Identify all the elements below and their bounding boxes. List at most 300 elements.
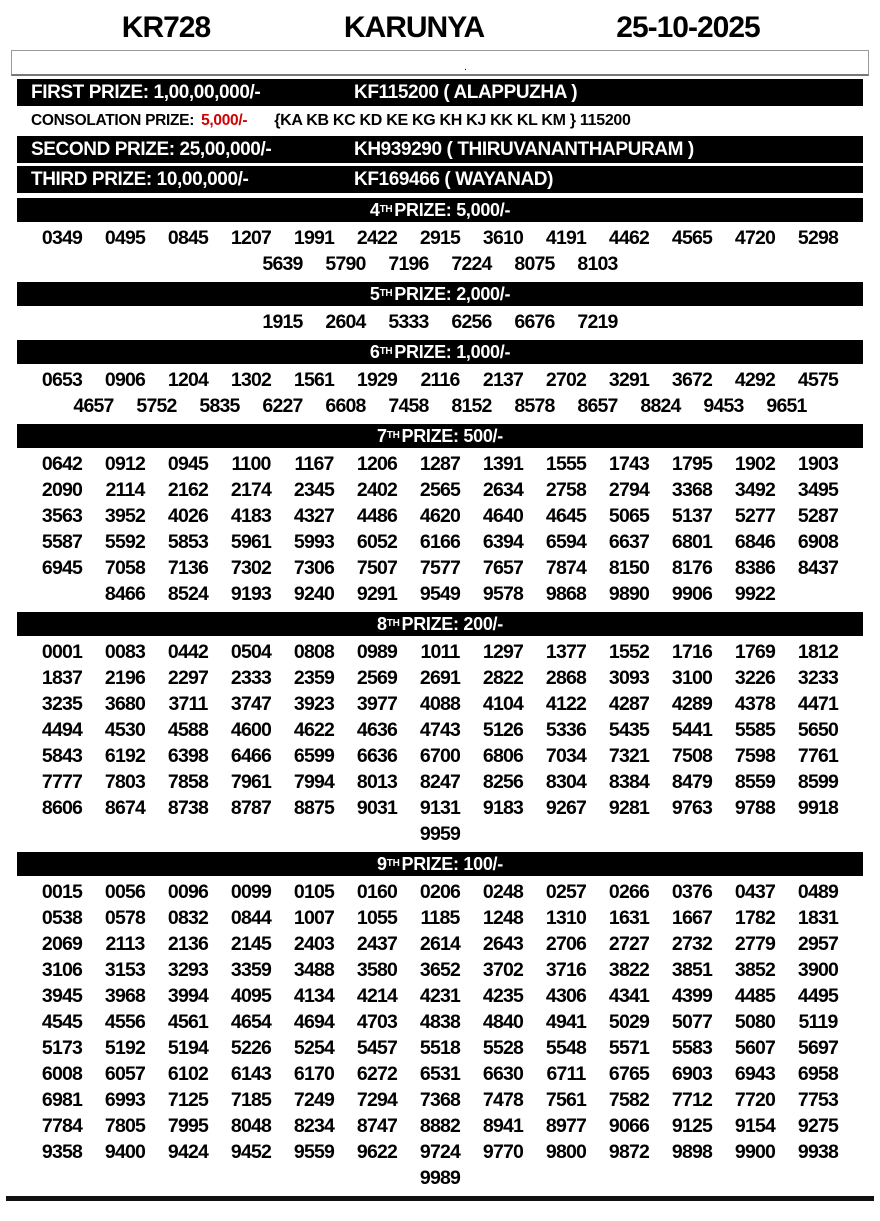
prize-number: 9183	[482, 797, 524, 819]
prize-number: 7058	[104, 557, 146, 579]
prize-number: 4703	[356, 1011, 398, 1033]
prize-number: 0083	[104, 641, 146, 663]
prize-number: 6700	[419, 745, 461, 767]
prize-number: 6981	[41, 1089, 83, 1111]
prize-number: 6630	[482, 1063, 524, 1085]
prize-number: 1831	[797, 907, 839, 929]
prize-number: 1206	[356, 453, 398, 475]
prize-number: 4235	[482, 985, 524, 1007]
prize-number: 3368	[671, 479, 713, 501]
prize-number: 0015	[41, 881, 83, 903]
prize-number: 9154	[734, 1115, 776, 1137]
prize-number: 5835	[199, 395, 240, 417]
prize-number: 8747	[356, 1115, 398, 1137]
prize-number: 0989	[356, 641, 398, 663]
prize-number: 7961	[230, 771, 272, 793]
prize-number: 5119	[798, 1011, 838, 1033]
prize-number: 9959	[419, 823, 461, 845]
prize-number: 6846	[734, 531, 776, 553]
prize-number: 3488	[293, 959, 335, 981]
prize-number: 0495	[104, 227, 146, 249]
prize-5-numbers	[0, 308, 880, 335]
prize-number: 3235	[41, 693, 83, 715]
prize-number: 2116	[420, 369, 460, 391]
prize-number: 7224	[451, 253, 492, 275]
prize-number: 6466	[230, 745, 272, 767]
prize-number: 5585	[734, 719, 776, 741]
prize-number: 5571	[608, 1037, 650, 1059]
prize-number: 9358	[41, 1141, 83, 1163]
prize-number: 6608	[325, 395, 366, 417]
prize-number: 5287	[797, 505, 839, 527]
prize-number: 7858	[167, 771, 209, 793]
prize-number: 0349	[41, 227, 83, 249]
prize-number: 2437	[356, 933, 398, 955]
prize-number: 4645	[545, 505, 587, 527]
prize-number: 8559	[734, 771, 776, 793]
prize-number: 4622	[293, 719, 335, 741]
prize-number: 9400	[104, 1141, 146, 1163]
prize-number: 1297	[482, 641, 524, 663]
prize-number: 0105	[293, 881, 335, 903]
prize-5-header: 5 TH PRIZE: 2,000/-	[17, 282, 863, 306]
prize-number: 9424	[167, 1141, 209, 1163]
prize-6-numbers	[0, 366, 880, 419]
draw-date: 25-10-2025	[616, 11, 760, 44]
prize-number: 7657	[482, 557, 524, 579]
prize-number: 5254	[293, 1037, 335, 1059]
prize-number: 0257	[545, 881, 587, 903]
prize-number: 8304	[545, 771, 587, 793]
prize-number: 5528	[482, 1037, 524, 1059]
prize-number: 0099	[230, 881, 272, 903]
prize-number: 8657	[577, 395, 618, 417]
empty-input-box[interactable]	[11, 50, 869, 76]
prize-number: 3495	[797, 479, 839, 501]
first-prize-label: FIRST PRIZE: 1,00,00,000/-	[31, 81, 261, 103]
prize-number: 8386	[734, 557, 776, 579]
prize-number: 7125	[167, 1089, 209, 1111]
prize-number: 8013	[356, 771, 398, 793]
prize-number: 3291	[608, 369, 650, 391]
prize-number: 2565	[419, 479, 461, 501]
prize-number: 1055	[356, 907, 398, 929]
prize-number: 3359	[230, 959, 272, 981]
prize-number: 3923	[293, 693, 335, 715]
prize-number: 7294	[356, 1089, 398, 1111]
prize-number: 9281	[608, 797, 650, 819]
prize-number: 8479	[671, 771, 713, 793]
prize-number: 7249	[293, 1089, 335, 1111]
prize-number: 1769	[734, 641, 776, 663]
prize-number: 2114	[105, 479, 145, 501]
third-prize-winner: KF169466 ( WAYANAD)	[354, 168, 554, 190]
prize-number: 8075	[514, 253, 555, 275]
prize-number: 8384	[608, 771, 650, 793]
prize-number: 6166	[419, 531, 461, 553]
prize-number: 9868	[545, 583, 587, 605]
prize-number: 4471	[797, 693, 839, 715]
prize-number: 8941	[482, 1115, 524, 1137]
prize-number: 9031	[356, 797, 398, 819]
prize-number: 6272	[356, 1063, 398, 1085]
prize-number: 3233	[797, 667, 839, 689]
prize-number: 3702	[482, 959, 524, 981]
prize-number: 2634	[482, 479, 524, 501]
prize-number: 9898	[671, 1141, 713, 1163]
draw-code: KR728	[121, 11, 211, 44]
prize-number: 4838	[419, 1011, 461, 1033]
prize-number: 0538	[41, 907, 83, 929]
prize-number: 3822	[608, 959, 650, 981]
prize-number: 5173	[41, 1037, 83, 1059]
prize-ordinal: 9	[377, 853, 387, 874]
prize-number: 2691	[419, 667, 461, 689]
prize-number: 3492	[734, 479, 776, 501]
prize-number: 5077	[671, 1011, 713, 1033]
prize-number: 4289	[671, 693, 713, 715]
prize-number: 3226	[734, 667, 776, 689]
prize-number: 1287	[419, 453, 461, 475]
prize-number: 0845	[167, 227, 209, 249]
prize-number: 2162	[167, 479, 209, 501]
prize-number: 9900	[734, 1141, 776, 1163]
prize-number: 0248	[482, 881, 524, 903]
prize-number: 8466	[104, 583, 146, 605]
prize-number: 5226	[230, 1037, 272, 1059]
prize-number: 2915	[419, 227, 461, 249]
prize-number: 3153	[104, 959, 146, 981]
prize-number: 6958	[797, 1063, 839, 1085]
prize-number: 2113	[105, 933, 145, 955]
prize-number: 0266	[608, 881, 650, 903]
prize-number: 4495	[797, 985, 839, 1007]
prize-number: 2174	[230, 479, 272, 501]
prize-number: 3610	[482, 227, 524, 249]
prize-number: 7761	[797, 745, 839, 767]
prize-number: 8578	[514, 395, 555, 417]
prize-7-numbers	[0, 450, 880, 607]
prize-number: 2604	[325, 311, 366, 333]
prize-number: 8882	[419, 1115, 461, 1137]
prize-number: 0832	[167, 907, 209, 929]
prize-number: 2758	[545, 479, 587, 501]
prize-number: 5697	[797, 1037, 839, 1059]
prize-number: 3851	[671, 959, 713, 981]
prize-number: 2822	[482, 667, 524, 689]
prize-ordinal: 5	[369, 283, 380, 304]
prize-number: 9131	[419, 797, 461, 819]
prize-8-header: 8 TH PRIZE: 200/-	[17, 612, 863, 636]
prize-number: 9906	[671, 583, 713, 605]
prize-number: 8738	[167, 797, 209, 819]
prize-number: 0376	[671, 881, 713, 903]
prize-number: 2614	[419, 933, 461, 955]
prize-number: 1915	[262, 311, 303, 333]
prize-number: 8150	[608, 557, 650, 579]
prize-number: 4694	[293, 1011, 335, 1033]
prize-number: 4588	[167, 719, 209, 741]
prize-number: 9763	[671, 797, 713, 819]
prize-number: 8599	[797, 771, 839, 793]
prize-number: 7803	[104, 771, 146, 793]
prize-number: 1991	[293, 227, 335, 249]
prize-number: 9922	[734, 583, 776, 605]
prize-number: 2957	[797, 933, 839, 955]
prize-number: 2145	[230, 933, 272, 955]
prize-number: 3852	[734, 959, 776, 981]
prize-number: 3968	[104, 985, 146, 1007]
prize-number: 9240	[293, 583, 335, 605]
prize-number: 5126	[482, 719, 524, 741]
prize-number: 0489	[797, 881, 839, 903]
prize-number: 0056	[104, 881, 146, 903]
prize-number: 5336	[545, 719, 587, 741]
third-prize-bar	[17, 166, 863, 193]
prize-number: 8103	[577, 253, 618, 275]
prize-4-numbers	[0, 224, 880, 277]
prize-number: 6801	[671, 531, 713, 553]
prize-number: 1795	[671, 453, 713, 475]
prize-number: 0442	[167, 641, 209, 663]
prize-number: 7196	[388, 253, 429, 275]
prize-number: 6765	[608, 1063, 650, 1085]
prize-number: 1167	[294, 453, 334, 475]
prize-number: 1743	[608, 453, 650, 475]
prize-number: 0160	[356, 881, 398, 903]
prize-number: 4095	[230, 985, 272, 1007]
prize-number: 8824	[640, 395, 681, 417]
prize-number: 9275	[797, 1115, 839, 1137]
prize-number: 7994	[293, 771, 335, 793]
prize-number: 4640	[482, 505, 524, 527]
prize-number: 7306	[293, 557, 335, 579]
prize-number: 7874	[545, 557, 587, 579]
prize-number: 5065	[608, 505, 650, 527]
prize-number: 2069	[41, 933, 83, 955]
prize-number: 3716	[545, 959, 587, 981]
prize-number: 6599	[293, 745, 335, 767]
consolation-amount: 5,000/-	[201, 112, 248, 129]
prize-number: 8674	[104, 797, 146, 819]
prize-number: 7136	[167, 557, 209, 579]
prize-number: 4327	[293, 505, 335, 527]
prize-number: 3952	[104, 505, 146, 527]
prize-number: 7034	[545, 745, 587, 767]
prize-number: 6637	[608, 531, 650, 553]
prize-number: 2403	[293, 933, 335, 955]
prize-7-header: 7 TH PRIZE: 500/-	[17, 424, 863, 448]
cut-off-next-section-bar	[6, 1196, 874, 1201]
prize-number: 9724	[419, 1141, 461, 1163]
prize-number: 3652	[419, 959, 461, 981]
prize-number: 9770	[482, 1141, 524, 1163]
prize-number: 0096	[167, 881, 209, 903]
consolation-row	[17, 109, 863, 133]
prize-number: 1631	[608, 907, 650, 929]
prize-title-rest: PRIZE: 2,000/-	[394, 283, 511, 304]
prize-number: 4654	[230, 1011, 272, 1033]
prize-number: 1716	[671, 641, 713, 663]
prize-number: 7712	[671, 1089, 713, 1111]
prize-number: 4486	[356, 505, 398, 527]
prize-title-rest: PRIZE: 500/-	[401, 425, 503, 446]
prize-number: 7582	[608, 1089, 650, 1111]
prize-number: 1377	[545, 641, 587, 663]
prize-number: 4636	[356, 719, 398, 741]
prize-number: 8152	[451, 395, 492, 417]
prize-number: 1248	[482, 907, 524, 929]
prize-number: 9800	[545, 1141, 587, 1163]
prize-number: 4575	[797, 369, 839, 391]
prize-number: 6394	[482, 531, 524, 553]
prize-number: 3945	[41, 985, 83, 1007]
prize-number: 1929	[356, 369, 398, 391]
prize-number: 5435	[608, 719, 650, 741]
prize-number: 7219	[577, 311, 618, 333]
prize-number: 5441	[671, 719, 713, 741]
prize-number: 5843	[41, 745, 83, 767]
prize-number: 4306	[545, 985, 587, 1007]
prize-number: 2136	[167, 933, 209, 955]
prize-number: 5518	[419, 1037, 461, 1059]
prize-number: 2090	[41, 479, 83, 501]
prize-number: 1391	[482, 453, 524, 475]
prize-number: 1782	[734, 907, 776, 929]
prize-number: 8247	[419, 771, 461, 793]
prize-number: 3994	[167, 985, 209, 1007]
prize-title-rest: PRIZE: 5,000/-	[394, 199, 511, 220]
prize-number: 9193	[230, 583, 272, 605]
prize-9-header: 9 TH PRIZE: 100/-	[17, 852, 863, 876]
prize-number: 6903	[671, 1063, 713, 1085]
prize-8-numbers	[0, 638, 880, 847]
prize-number: 4341	[608, 985, 650, 1007]
prize-number: 2794	[608, 479, 650, 501]
prize-number: 5752	[136, 395, 177, 417]
prize-number: 9872	[608, 1141, 650, 1163]
prize-number: 3100	[671, 667, 713, 689]
prize-number: 8048	[230, 1115, 272, 1137]
prize-number: 2569	[356, 667, 398, 689]
prize-number: 5080	[734, 1011, 776, 1033]
prize-number: 2706	[545, 933, 587, 955]
prize-6-header: 6 TH PRIZE: 1,000/-	[17, 340, 863, 364]
prize-number: 5192	[104, 1037, 146, 1059]
prize-number: 1552	[608, 641, 650, 663]
prize-number: 4134	[293, 985, 335, 1007]
prize-number: 7507	[356, 557, 398, 579]
title-row	[0, 0, 880, 47]
prize-number: 1185	[420, 907, 460, 929]
prize-number: 2422	[356, 227, 398, 249]
prize-number: 4122	[545, 693, 587, 715]
prize-number: 5333	[388, 311, 429, 333]
prize-number: 2868	[545, 667, 587, 689]
second-prize-label: SECOND PRIZE: 25,00,000/-	[31, 138, 272, 160]
prize-number: 4485	[734, 985, 776, 1007]
prize-number: 2643	[482, 933, 524, 955]
prize-number: 4378	[734, 693, 776, 715]
prize-number: 9291	[356, 583, 398, 605]
prize-number: 5583	[671, 1037, 713, 1059]
prize-number: 5650	[797, 719, 839, 741]
prize-number: 1204	[167, 369, 209, 391]
prize-number: 7805	[104, 1115, 146, 1137]
prize-title-rest: PRIZE: 100/-	[401, 853, 503, 874]
prize-number: 5029	[608, 1011, 650, 1033]
prize-number: 1100	[231, 453, 271, 475]
prize-number: 1903	[797, 453, 839, 475]
prize-number: 6256	[451, 311, 492, 333]
prize-number: 1812	[797, 641, 839, 663]
first-prize-bar	[17, 79, 863, 106]
prize-number: 0642	[41, 453, 83, 475]
prize-number: 4743	[419, 719, 461, 741]
prize-number: 4462	[608, 227, 650, 249]
prize-number: 4657	[73, 395, 114, 417]
second-prize-winner: KH939290 ( THIRUVANANTHAPURAM )	[354, 138, 694, 160]
prize-number: 7368	[419, 1089, 461, 1111]
prize-number: 2779	[734, 933, 776, 955]
prize-number: 4494	[41, 719, 83, 741]
prize-number: 8256	[482, 771, 524, 793]
prize-number: 9918	[797, 797, 839, 819]
prize-title-rest: PRIZE: 200/-	[401, 613, 503, 634]
prize-number: 6636	[356, 745, 398, 767]
prize-number: 6170	[293, 1063, 335, 1085]
prize-number: 5194	[167, 1037, 209, 1059]
prize-number: 4840	[482, 1011, 524, 1033]
prize-number: 4556	[104, 1011, 146, 1033]
prize-number: 8176	[671, 557, 713, 579]
prize-number: 7561	[545, 1089, 587, 1111]
second-prize-bar	[17, 136, 863, 163]
prize-number: 4530	[104, 719, 146, 741]
prize-number: 9578	[482, 583, 524, 605]
prize-number: 3580	[356, 959, 398, 981]
prize-ordinal: 4	[369, 199, 380, 220]
prize-sections	[0, 198, 880, 1191]
prize-number: 1837	[41, 667, 83, 689]
prize-number: 1561	[293, 369, 335, 391]
prize-number: 9890	[608, 583, 650, 605]
prize-number: 3680	[104, 693, 146, 715]
prize-number: 3977	[356, 693, 398, 715]
stray-dot: .	[464, 61, 468, 73]
prize-number: 1302	[230, 369, 272, 391]
prize-number: 4104	[482, 693, 524, 715]
prize-number: 9788	[734, 797, 776, 819]
prize-number: 6943	[734, 1063, 776, 1085]
prize-number: 6008	[41, 1063, 83, 1085]
prize-number: 4620	[419, 505, 461, 527]
prize-ordinal: 6	[369, 341, 380, 362]
prize-number: 4026	[167, 505, 209, 527]
prize-number: 5961	[230, 531, 272, 553]
prize-number: 6711	[546, 1063, 586, 1085]
prize-number: 9267	[545, 797, 587, 819]
prize-number: 9549	[419, 583, 461, 605]
prize-number: 6052	[356, 531, 398, 553]
prize-4-header: 4 TH PRIZE: 5,000/-	[17, 198, 863, 222]
first-prize-winner: KF115200 ( ALAPPUZHA )	[354, 81, 578, 103]
prize-number: 3106	[41, 959, 83, 981]
prize-number: 0578	[104, 907, 146, 929]
prize-number: 1310	[545, 907, 587, 929]
prize-number: 7478	[482, 1089, 524, 1111]
prize-number: 9453	[703, 395, 744, 417]
